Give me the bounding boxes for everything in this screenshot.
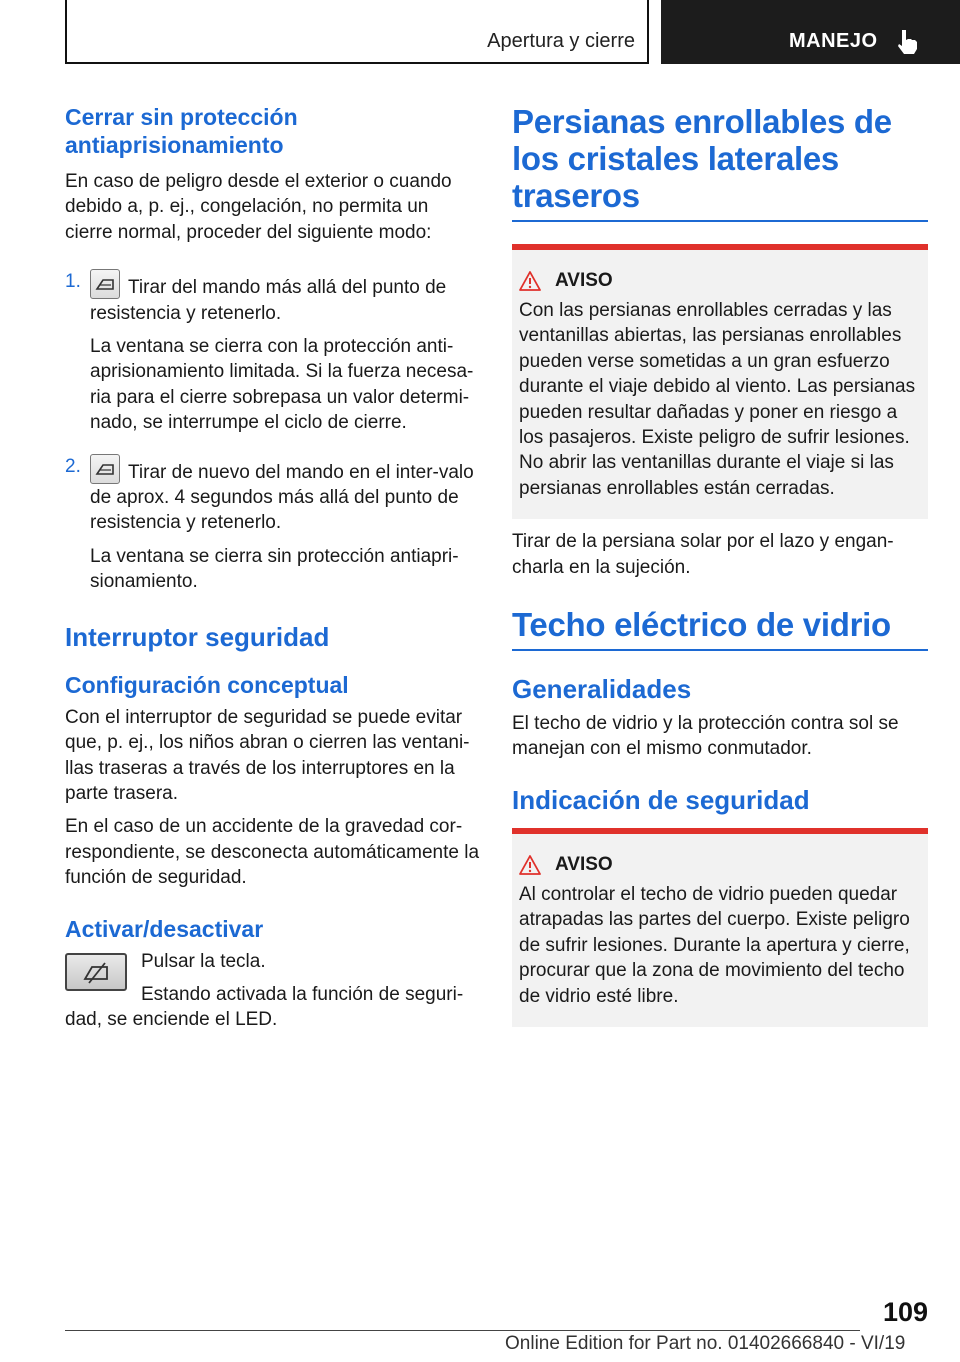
blinds-instruction: Tirar de la persiana solar por el lazo y engan‐charla en la sujeción. — [512, 531, 894, 578]
concept-paragraph-2: En el caso de un accidente de la gravedad cor‐respondiente, se desconecta automáticamente la función de seguridad. — [65, 816, 480, 889]
press-key-text: Pulsar la tecla. — [141, 950, 266, 972]
warning-box-roof — [512, 828, 928, 1027]
page-number: 109 — [882, 1297, 928, 1327]
warning-title — [519, 270, 921, 292]
warning-triangle-icon — [519, 855, 541, 875]
chapter-title: Apertura y cierre — [487, 30, 635, 52]
left-column — [65, 103, 480, 1033]
concept-heading: Configuración conceptual — [65, 671, 349, 698]
step-number: 1. — [65, 271, 81, 293]
glass-roof-heading: Techo eléctrico de vidrio — [512, 606, 891, 644]
warning-title — [519, 854, 921, 876]
footer-divider — [65, 1330, 860, 1331]
warning-box-blinds — [512, 244, 928, 519]
step-2-detail: La ventana se cierra sin protección antiapri‐sionamiento. — [90, 545, 459, 593]
rear-blinds-heading: Persianas enrollables de los cristales laterales traseros — [512, 103, 892, 214]
pointing-hand-icon — [894, 28, 920, 56]
warning-text: Al controlar el techo de vidrio pueden quedar atrapadas las partes del cuerpo. Existe peligro de sufrir lesiones. Durante la apertura y cierre, procurar que la zona de movimiento del techo de vidrio esté libre. — [519, 883, 910, 1007]
step-1 — [65, 269, 480, 435]
close-without-protection-heading: Cerrar sin protección antiaprisionamiento — [65, 104, 298, 158]
window-switch-icon — [90, 269, 120, 299]
step-1-text: Tirar del mando más allá del punto de resistencia y retenerlo. — [90, 277, 447, 324]
warning-label: AVISO — [555, 270, 613, 291]
led-text: Estando activada la función de seguri‐dad, se enciende el LED. — [65, 983, 464, 1031]
concept-paragraph-1: Con el interruptor de seguridad se puede evitar que, p. ej., los niños abran o cierren las ventani‐llas traseras a través de los interruptores en la parte trasera. — [65, 706, 470, 804]
step-number: 2. — [65, 455, 81, 477]
safety-switch-heading: Interruptor seguridad — [65, 621, 330, 652]
window-switch-icon — [90, 454, 120, 484]
warning-text: Con las persianas enrollables cerradas y las ventanillas abiertas, las persianas enrollables pueden verse sometidas a un gran esfuerzo durante el viaje debido al viento. Las persianas pueden resultar dañadas y poner en riesgo a los pasajeros. Existe peligro de sufrir lesiones. No abrir las ventanillas durante el viaje si las persianas enrollables están cerradas. — [519, 300, 916, 499]
close-intro-text: En caso de peligro desde el exterior o cuando debido a, p. ej., congelación, no permita un cierre normal, proceder del siguiente modo: — [65, 171, 452, 243]
step-2-text: Tirar de nuevo del mando en el inter‐valo de aprox. 4 segundos más allá del punto de resistencia y retenerlo. — [90, 461, 474, 534]
chapter-tab — [65, 0, 649, 64]
right-column — [512, 103, 928, 1027]
warning-label: AVISO — [555, 853, 613, 875]
safety-switch-button-icon — [65, 953, 127, 991]
safety-notice-heading: Indicación de seguridad — [512, 784, 810, 815]
roof-heading-block — [512, 606, 928, 651]
blinds-heading-block — [512, 103, 928, 222]
step-2 — [65, 454, 480, 595]
toggle-block — [65, 949, 480, 1033]
edition-footer: Online Edition for Part no. 01402666840 - VI/19 — [505, 1333, 906, 1354]
general-text: El techo de vidrio y la protección contra sol se manejan con el mismo conmutador. — [512, 713, 899, 760]
general-heading: Generalidades — [512, 674, 692, 705]
warning-triangle-icon — [519, 271, 541, 291]
section-title: MANEJO — [789, 30, 878, 52]
step-1-detail: La ventana se cierra con la protección anti‐aprisionamiento limitada. Si la fuerza necesa‐ria para el cierre sobrepasa un valor determi‐nado, se interrumpe el ciclo de cierre. — [90, 336, 474, 434]
activate-deactivate-heading: Activar/desactivar — [65, 915, 264, 942]
